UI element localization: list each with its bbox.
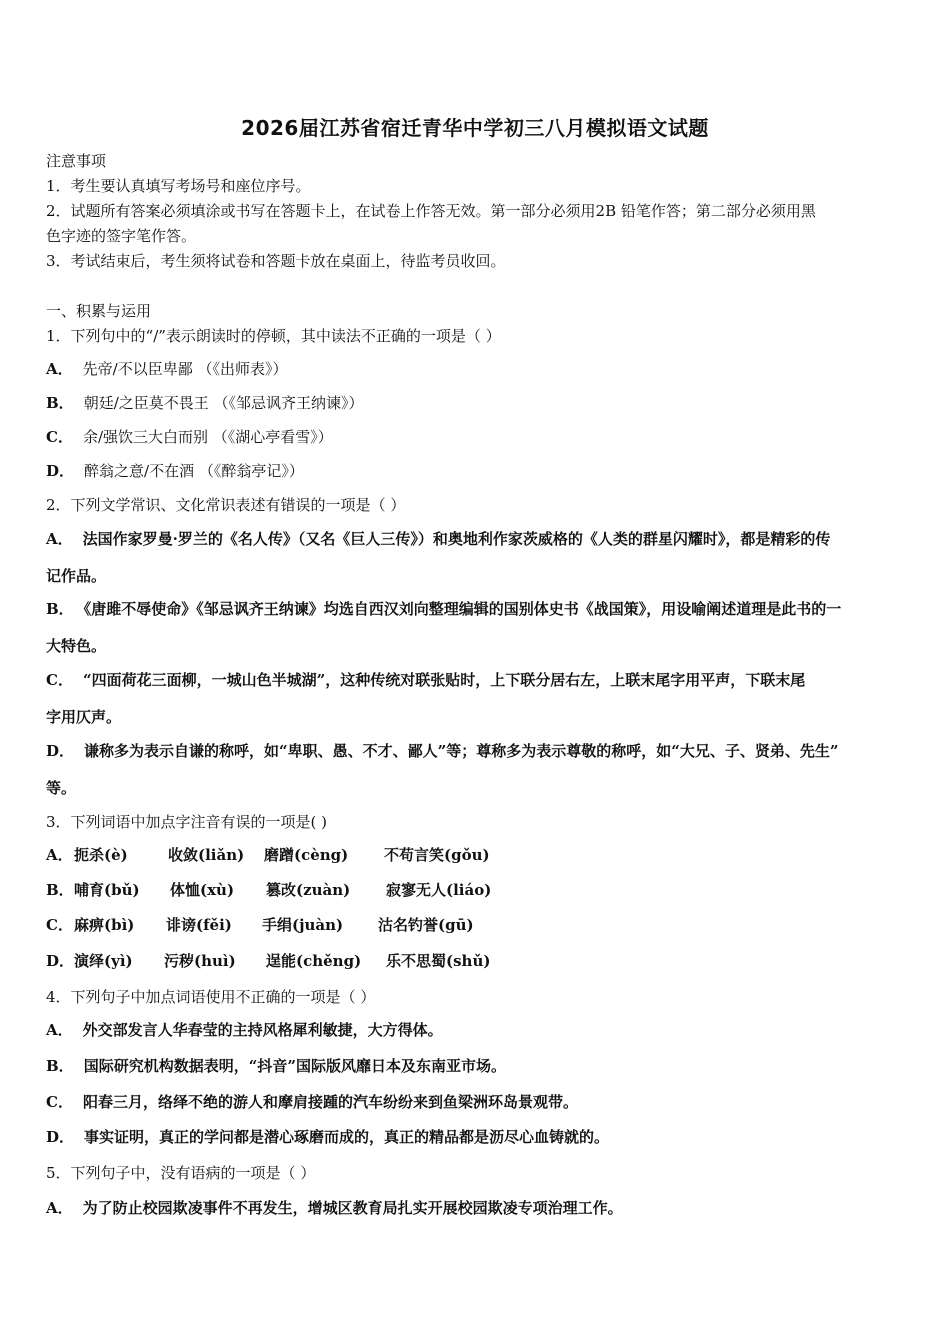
option-letter: D． <box>46 742 75 760</box>
pinyin-word: 逞能(chěng) <box>266 952 362 970</box>
pinyin-word: 磨蹭(cèng) <box>264 846 349 864</box>
pinyin-word: 污秽(huì) <box>164 952 236 970</box>
notice-item: 3．考试结束后，考生须将试卷和答题卡放在桌面上，待监考员收回。 <box>46 252 506 270</box>
option-letter: A． <box>46 1021 73 1039</box>
notice-item: 2．试题所有答案必须填涂或书写在答题卡上，在试卷上作答无效。第一部分必须用2B 铅笔作答；第二部分必须用黑 <box>46 202 816 220</box>
pinyin-word: 乐不思蜀(shǔ) <box>386 952 491 970</box>
pinyin-word: 麻痹(bì) <box>74 916 135 934</box>
pinyin-word: 哺育(bǔ) <box>74 881 140 899</box>
option-text: 为了防止校园欺凌事件不再发生，增城区教育局扎实开展校园欺凌专项治理工作。 <box>82 1199 623 1217</box>
question-2-stem: 2．下列文学常识、文化常识表述有错误的一项是（ ） <box>46 496 406 514</box>
question-5-stem: 5．下列句子中，没有语病的一项是（ ） <box>46 1164 316 1182</box>
question-3-stem: 3．下列词语中加点字注音有误的一项是( ) <box>46 813 328 831</box>
option-text: 醉翁之意/不在酒 （《醉翁亭记》） <box>84 462 304 480</box>
page-title: 2026届江苏省宿迁青华中学初三八月模拟语文试题 <box>241 116 709 140</box>
option-text: 先帝/不以臣卑鄙 （《出师表》） <box>82 360 288 378</box>
option-text: “四面荷花三面柳，一城山色半城湖”，这种传统对联张贴时，上下联分居右左，上联末尾字用平声，下联末尾 <box>82 671 806 689</box>
option-text: 法国作家罗曼·罗兰的《名人传》（又名《巨人三传》）和奥地利作家茨威格的《人类的群星闪耀时》，都是精彩的传 <box>82 530 831 548</box>
q4-option-c <box>46 1091 908 1113</box>
option-letter: B． <box>46 394 74 412</box>
q2-option-d-cont: 等。 <box>46 779 77 797</box>
option-text: 事实证明，真正的学问都是潜心琢磨而成的，真正的精品都是沥尽心血铸就的。 <box>84 1128 610 1146</box>
option-letter: C． <box>46 428 73 446</box>
section-heading: 一、积累与运用 <box>46 302 152 320</box>
q2-option-b-cont: 大特色。 <box>46 637 107 655</box>
option-text: 谦称多为表示自谦的称呼，如“卑职、愚、不才、鄙人”等；尊称多为表示尊敬的称呼，如“大兄、子、贤弟、先生” <box>84 742 839 760</box>
option-letter: A． <box>46 846 73 864</box>
pinyin-word: 篡改(zuàn) <box>266 881 351 899</box>
pinyin-word: 手绢(juàn) <box>262 916 344 934</box>
q3-option-c <box>46 914 908 936</box>
notice-item: 色字迹的签字笔作答。 <box>46 227 197 245</box>
option-letter: D． <box>46 462 75 480</box>
q2-option-b <box>46 598 908 620</box>
q3-option-a <box>46 844 908 866</box>
pinyin-word: 演绎(yì) <box>74 952 133 970</box>
q5-option-a <box>46 1197 908 1219</box>
option-letter: C． <box>46 916 73 934</box>
option-letter: C． <box>46 671 73 689</box>
q2-option-d <box>46 740 908 762</box>
option-letter: D． <box>46 952 75 970</box>
q1-option-b <box>46 392 908 414</box>
notice-heading: 注意事项 <box>46 152 107 170</box>
option-text: 国际研究机构数据表明，“抖音”国际版风靡日本及东南亚市场。 <box>83 1057 506 1075</box>
q4-option-a <box>46 1019 908 1041</box>
q2-option-c <box>46 669 908 691</box>
question-1-stem: 1．下列句中的“/”表示朗读时的停顿，其中读法不正确的一项是（ ） <box>46 327 501 345</box>
pinyin-word: 寂寥无人(liáo) <box>386 881 492 899</box>
option-text: 《唐雎不辱使命》《邹忌讽齐王纳谏》均选自西汉刘向整理编辑的国别体史书《战国策》，用设喻阐述道理是此书的一 <box>83 600 842 618</box>
pinyin-word: 沽名钓誉(gū) <box>378 916 474 934</box>
q3-option-d <box>46 950 908 972</box>
option-letter: C． <box>46 1093 73 1111</box>
q2-option-a-cont: 记作品。 <box>46 567 107 585</box>
q1-option-d <box>46 460 908 482</box>
pinyin-word: 扼杀(è) <box>74 846 128 864</box>
q2-option-a <box>46 528 908 550</box>
option-text: 阳春三月，络绎不绝的游人和摩肩接踵的汽车纷纷来到鱼梁洲环岛景观带。 <box>82 1093 578 1111</box>
question-4-stem: 4．下列句子中加点词语使用不正确的一项是（ ） <box>46 988 376 1006</box>
q1-option-c <box>46 426 908 448</box>
option-letter: A． <box>46 360 73 378</box>
option-text: 余/强饮三大白而别 （《湖心亭看雪》） <box>82 428 333 446</box>
option-text: 朝廷/之臣莫不畏王 （《邹忌讽齐王纳谏》） <box>83 394 364 412</box>
pinyin-word: 不苟言笑(gǒu) <box>384 846 490 864</box>
pinyin-word: 体恤(xù) <box>170 881 235 899</box>
option-letter: A． <box>46 1199 73 1217</box>
q2-option-c-cont: 字用仄声。 <box>46 708 122 726</box>
option-letter: D． <box>46 1128 75 1146</box>
pinyin-word: 诽谤(fěi) <box>166 916 232 934</box>
notice-item: 1．考生要认真填写考场号和座位序号。 <box>46 177 311 195</box>
option-letter: B． <box>46 881 74 899</box>
pinyin-word: 收敛(liǎn) <box>168 846 245 864</box>
option-letter: A． <box>46 530 73 548</box>
q4-option-d <box>46 1126 908 1148</box>
q1-option-a <box>46 358 908 380</box>
option-letter: B． <box>46 1057 74 1075</box>
q4-option-b <box>46 1055 908 1077</box>
option-text: 外交部发言人华春莹的主持风格犀利敏捷，大方得体。 <box>82 1021 443 1039</box>
option-letter: B． <box>46 600 74 618</box>
q3-option-b <box>46 879 908 901</box>
